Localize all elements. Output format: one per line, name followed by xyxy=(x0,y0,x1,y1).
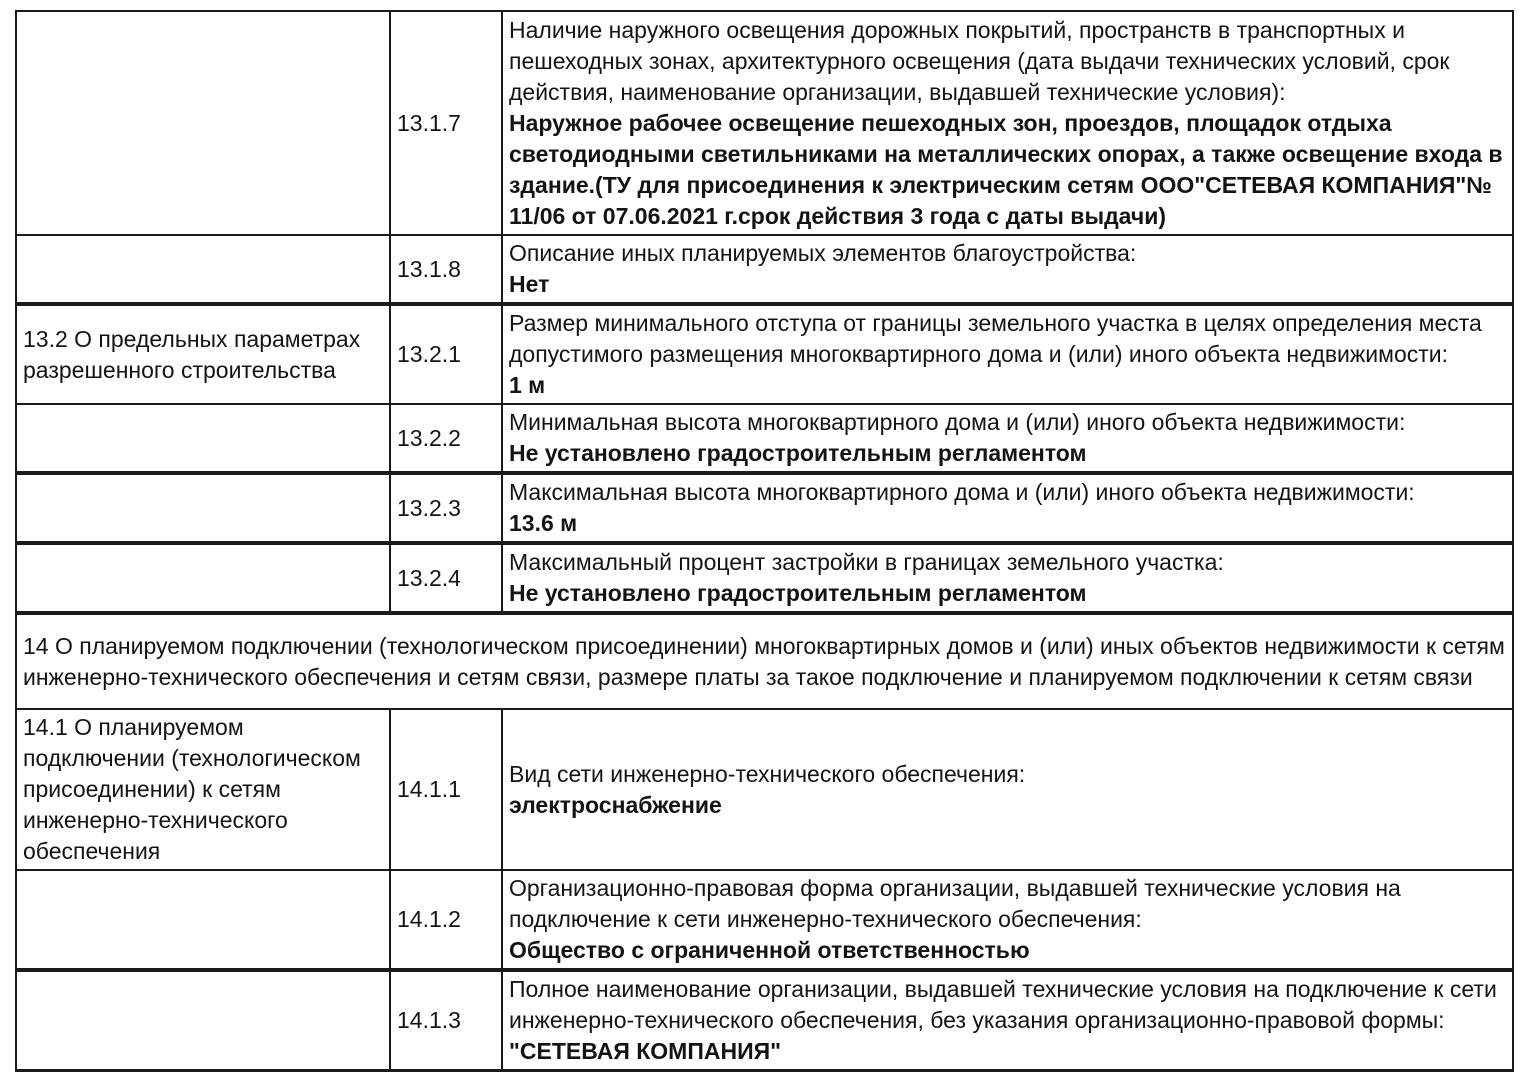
item-number: 13.2.1 xyxy=(390,304,502,404)
field-label: Полное наименование организации, выдавшей технические условия на подключение к сети инженерно-технического обеспечения, без указания организационно-правовой формы: xyxy=(509,976,1497,1033)
section-cell xyxy=(16,473,390,543)
table-row-13-2-1 xyxy=(16,304,1513,404)
item-number: 13.2.2 xyxy=(390,404,502,473)
table-row-13-2-4 xyxy=(16,543,1513,613)
item-number: 13.2.4 xyxy=(390,543,502,613)
field-value: 13.6 м xyxy=(509,510,578,536)
field-label: Размер минимального отступа от границы земельного участка в целях определения места допустимого размещения многоквартирного дома и (или) иного объекта недвижимости: xyxy=(509,310,1482,367)
content-cell xyxy=(502,473,1513,543)
section-cell xyxy=(16,11,390,235)
field-value: 1 м xyxy=(509,372,546,398)
content-cell xyxy=(502,304,1513,404)
field-label: Описание иных планируемых элементов благоустройства: xyxy=(509,240,1137,266)
section-cell xyxy=(16,404,390,473)
field-label: Максимальная высота многоквартирного дома и (или) иного объекта недвижимости: xyxy=(509,479,1415,505)
section-cell xyxy=(16,543,390,613)
content-cell xyxy=(502,11,1513,235)
project-declaration-table xyxy=(15,10,1514,1072)
table-row-14-1-3 xyxy=(16,970,1513,1071)
item-number: 14.1.3 xyxy=(390,970,502,1071)
item-number: 13.1.7 xyxy=(390,11,502,235)
content-cell xyxy=(502,235,1513,304)
field-value: Не установлено градостроительным регламентом xyxy=(509,580,1087,606)
content-cell xyxy=(502,404,1513,473)
section-header-14-1: 14.1 О планируемом подключении (технологическом присоединении) к сетям инженерно-технического обеспечения xyxy=(16,709,390,870)
table-row-14-1-2 xyxy=(16,870,1513,970)
field-value: Не установлено градостроительным регламентом xyxy=(509,440,1087,466)
section-cell xyxy=(16,970,390,1071)
table-row-13-2-2 xyxy=(16,404,1513,473)
item-number: 13.2.3 xyxy=(390,473,502,543)
content-cell xyxy=(502,543,1513,613)
section-header-13-2: 13.2 О предельных параметрах разрешенного строительства xyxy=(16,304,390,404)
section-14-header: 14 О планируемом подключении (технологическом присоединении) многоквартирных домов и (или) иных объектов недвижимости к сетям инженерно-технического обеспечения и сетям связи, размере платы за такое подключение и планируемом подключении к сетям связи xyxy=(16,613,1513,709)
field-label: Максимальный процент застройки в границах земельного участка: xyxy=(509,549,1224,575)
table-row-section-14 xyxy=(16,613,1513,709)
item-number: 14.1.1 xyxy=(390,709,502,870)
field-value: Нет xyxy=(509,271,550,297)
content-cell xyxy=(502,970,1513,1071)
field-label: Вид сети инженерно-технического обеспечения: xyxy=(509,760,1026,787)
field-label: Минимальная высота многоквартирного дома и (или) иного объекта недвижимости: xyxy=(509,409,1406,435)
content-cell xyxy=(502,709,1513,870)
item-number: 14.1.2 xyxy=(390,870,502,970)
table-row-14-1-1 xyxy=(16,709,1513,870)
field-value: электроснабжение xyxy=(509,791,722,818)
item-number: 13.1.8 xyxy=(390,235,502,304)
content-cell xyxy=(502,870,1513,970)
table-row-13-1-7 xyxy=(16,11,1513,235)
field-label: Организационно-правовая форма организации, выдавшей технические условия на подключение к сети инженерно-технического обеспечения: xyxy=(509,875,1401,932)
table-row-13-2-3 xyxy=(16,473,1513,543)
field-value: "СЕТЕВАЯ КОМПАНИЯ" xyxy=(509,1038,782,1064)
field-label: Наличие наружного освещения дорожных покрытий, пространств в транспортных и пешеходных зонах, архитектурного освещения (дата выдачи технических условий, срок действия, наименование организации, выдавшей технические условия): xyxy=(509,16,1450,105)
section-cell xyxy=(16,235,390,304)
table-row-13-1-8 xyxy=(16,235,1513,304)
section-cell xyxy=(16,870,390,970)
field-value: Наружное рабочее освещение пешеходных зон, проездов, площадок отдыха светодиодными светильниками на металлических опорах, а также освещение входа в здание.(ТУ для присоединения к электрическим сетям ООО"СЕТЕВАЯ КОМПАНИЯ"№ 11/06 от 07.06.2021 г.срок действия 3 года с даты выдачи) xyxy=(509,109,1503,229)
field-value: Общество с ограниченной ответственностью xyxy=(509,937,1030,963)
